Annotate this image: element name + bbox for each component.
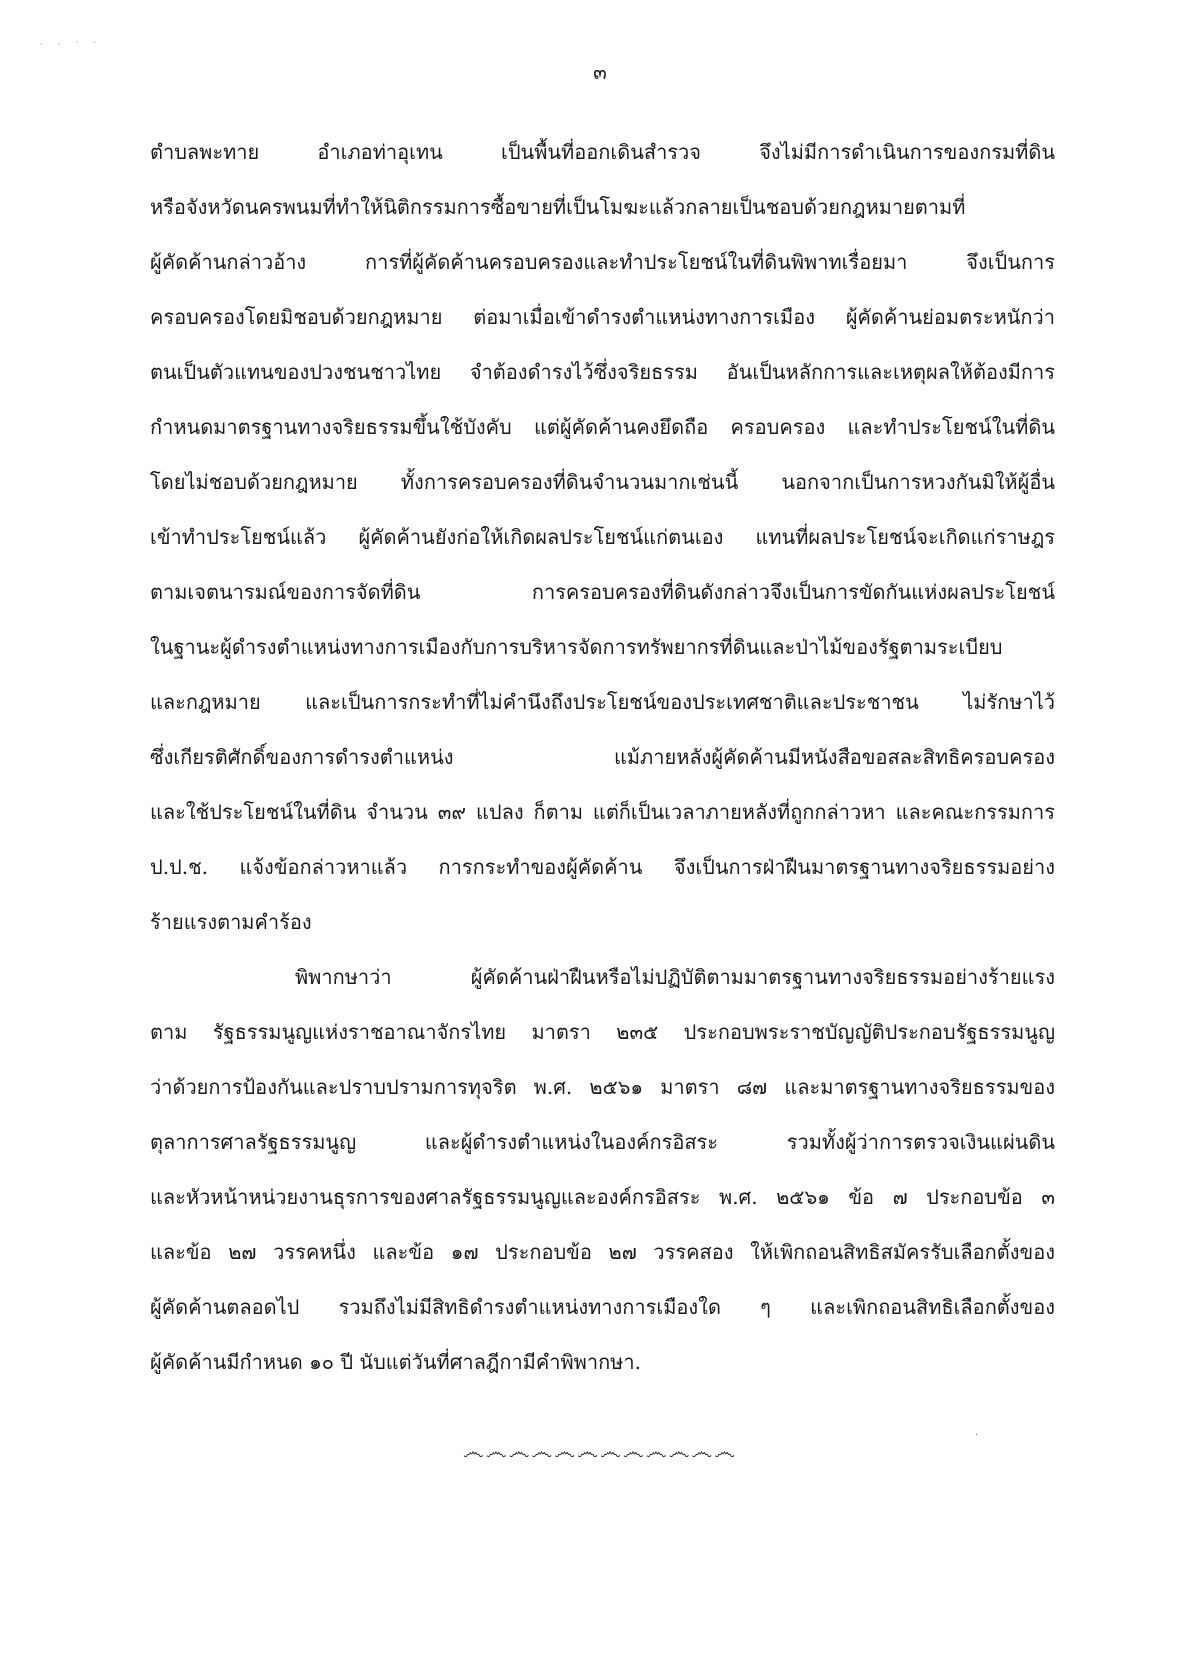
- text-line: ครอบครองโดยมิชอบด้วยกฎหมาย ต่อมาเมื่อเข้าดำรงตำแหน่งทางการเมือง ผู้คัดค้านย่อมตระหนักว่า: [150, 305, 1055, 329]
- text-line: ตำบลพะทาย อำเภอท่าอุเทน เป็นพื้นที่ออกเดินสำรวจ จึงไม่มีการดำเนินการของกรมที่ดิน: [150, 140, 1055, 164]
- scan-dot: ·: [975, 1430, 979, 1441]
- text-line: และกฎหมาย และเป็นการกระทำที่ไม่คำนึงถึงประโยชน์ของประเทศชาติและประชาชน ไม่รักษาไว้: [150, 690, 1055, 714]
- text-line: และข้อ ๒๗ วรรคหนึ่ง และข้อ ๑๗ ประกอบข้อ ๒๗ วรรคสอง ให้เพิกถอนสิทธิสมัครรับเลือกตั้งของ: [150, 1240, 1055, 1264]
- text-line: พิพากษาว่า ผู้คัดค้านฝ่าฝืนหรือไม่ปฏิบัติตามมาตรฐานทางจริยธรรมอย่างร้ายแรง: [295, 965, 1055, 989]
- text-line: เข้าทำประโยชน์แล้ว ผู้คัดค้านยังก่อให้เกิดผลประโยชน์แก่ตนเอง แทนที่ผลประโยชน์จะเกิดแก่ราษฎร: [150, 525, 1055, 549]
- text-line: ตาม รัฐธรรมนูญแห่งราชอาณาจักรไทย มาตรา ๒๓๕ ประกอบพระราชบัญญัติประกอบรัฐธรรมนูญ: [150, 1020, 1055, 1044]
- text-line: ป.ป.ช. แจ้งข้อกล่าวหาแล้ว การกระทำของผู้คัดค้าน จึงเป็นการฝ่าฝืนมาตรฐานทางจริยธรรมอย่าง: [150, 855, 1055, 879]
- text-line: ผู้คัดค้านกล่าวอ้าง การที่ผู้คัดค้านครอบครองและทำประโยชน์ในที่ดินพิพาทเรื่อยมา จึงเป็นการ: [150, 250, 1055, 274]
- text-line: ตนเป็นตัวแทนของปวงชนชาวไทย จำต้องดำรงไว้ซึ่งจริยธรรม อันเป็นหลักการและเหตุผลให้ต้องมีการ: [150, 360, 1055, 384]
- end-ornament: ෴෴෴෴෴෴෴෴෴෴෴෴: [462, 1440, 738, 1465]
- scan-speck: . . · ·: [40, 38, 103, 48]
- text-line: โดยไม่ชอบด้วยกฎหมาย ทั้งการครอบครองที่ดินจำนวนมากเช่นนี้ นอกจากเป็นการหวงกันมิให้ผู้อื่น: [150, 470, 1055, 494]
- page-number: ๓: [593, 60, 607, 84]
- text-line: และใช้ประโยชน์ในที่ดิน จำนวน ๓๙ แปลง ก็ตาม แต่ก็เป็นเวลาภายหลังที่ถูกกล่าวหา และคณะกรรมการ: [150, 800, 1055, 824]
- document-body: [150, 125, 1055, 1390]
- text-line: ร้ายแรงตามคำร้อง: [150, 910, 312, 934]
- text-line: ในฐานะผู้ดำรงตำแหน่งทางการเมืองกับการบริหารจัดการทรัพยากรที่ดินและป่าไม้ของรัฐตามระเบียบ: [150, 635, 1003, 659]
- text-line: กำหนดมาตรฐานทางจริยธรรมขึ้นใช้บังคับ แต่ผู้คัดค้านคงยึดถือ ครอบครอง และทำประโยชน์ในที่ดิน: [150, 415, 1055, 439]
- text-line: และหัวหน้าหน่วยงานธุรการของศาลรัฐธรรมนูญและองค์กรอิสระ พ.ศ. ๒๕๖๑ ข้อ ๗ ประกอบข้อ ๓: [150, 1185, 1055, 1209]
- text-line: หรือจังหวัดนครพนมที่ทำให้นิติกรรมการซื้อขายที่เป็นโมฆะแล้วกลายเป็นชอบด้วยกฎหมายตามที่: [150, 195, 966, 219]
- text-line: ตุลาการศาลรัฐธรรมนูญ และผู้ดำรงตำแหน่งในองค์กรอิสระ รวมทั้งผู้ว่าการตรวจเงินแผ่นดิน: [150, 1130, 1055, 1154]
- text-line: ผู้คัดค้านมีกำหนด ๑๐ ปี นับแต่วันที่ศาลฎีกามีคำพิพากษา.: [150, 1350, 641, 1374]
- text-line: ว่าด้วยการป้องกันและปราบปรามการทุจริต พ.ศ. ๒๕๖๑ มาตรา ๘๗ และมาตรฐานทางจริยธรรมของ: [150, 1075, 1055, 1099]
- text-line: ผู้คัดค้านตลอดไป รวมถึงไม่มีสิทธิดำรงตำแหน่งทางการเมืองใด ๆ และเพิกถอนสิทธิเลือกตั้งของ: [150, 1295, 1055, 1319]
- text-line: ซึ่งเกียรติศักดิ์ของการดำรงตำแหน่ง แม้ภายหลังผู้คัดค้านมีหนังสือขอสละสิทธิครอบครอง: [150, 745, 1055, 769]
- text-line: ตามเจตนารมณ์ของการจัดที่ดิน การครอบครองที่ดินดังกล่าวจึงเป็นการขัดกันแห่งผลประโยชน์: [150, 580, 1055, 604]
